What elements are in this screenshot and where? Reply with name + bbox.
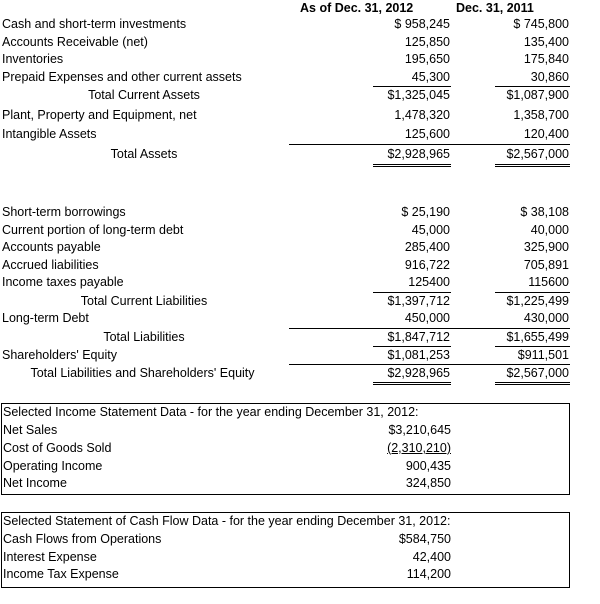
asset-row-ppe	[0, 107, 600, 124]
row-label: Total Assets	[110, 147, 178, 161]
double-rule	[495, 164, 570, 165]
cash-flow-row-operations	[0, 531, 600, 548]
liability-row-short-term-borrowings	[0, 204, 600, 221]
double-rule	[373, 166, 451, 167]
value-2011: 430,000	[523, 311, 569, 325]
row-value: 42,400	[412, 550, 451, 564]
double-rule	[373, 382, 451, 383]
asset-row-intangibles	[0, 126, 600, 143]
liability-row-current-portion-ltd	[0, 222, 600, 239]
value-2012: $1,325,045	[387, 88, 450, 102]
value-2012: $2,928,965	[387, 147, 450, 161]
liability-row-long-term-debt	[0, 310, 600, 327]
row-value: $3,210,645	[388, 423, 451, 437]
row-label: Intangible Assets	[2, 127, 97, 141]
value-2011: $ 745,800	[513, 17, 569, 31]
double-rule	[373, 164, 451, 165]
value-2012: 450,000	[404, 311, 450, 325]
cash-flow-row-income-tax	[0, 566, 600, 583]
value-2011: $1,087,900	[506, 88, 569, 102]
row-label: Current portion of long-term debt	[2, 223, 184, 237]
liability-row-accounts-payable	[0, 239, 600, 256]
income-statement-title: Selected Income Statement Data - for the year ending December 31, 2012:	[3, 405, 419, 419]
cash-flow-title-row	[0, 513, 600, 530]
value-2012: $2,928,965	[387, 366, 450, 380]
row-label: Accounts payable	[2, 240, 101, 254]
row-label: Cash Flows from Operations	[3, 532, 162, 546]
total-rule	[289, 144, 570, 145]
value-2011: 30,860	[530, 70, 569, 84]
value-2011: $2,567,000	[506, 147, 569, 161]
row-label: Net Sales	[3, 423, 58, 437]
double-rule	[495, 384, 570, 385]
asset-row-prepaid	[0, 69, 600, 86]
value-2011: 705,891	[523, 258, 569, 272]
income-row-net-income	[0, 475, 600, 492]
row-label: Net Income	[3, 476, 67, 490]
liability-row-total-liabilities	[0, 329, 600, 346]
row-label: Long-term Debt	[2, 311, 89, 325]
value-2012: 125400	[408, 275, 450, 289]
row-value: (2,310,210)	[387, 441, 451, 455]
asset-row-receivables	[0, 34, 600, 51]
row-label: Total Current Assets	[88, 88, 200, 102]
value-2012: $ 25,190	[401, 205, 450, 219]
liability-row-total-current	[0, 293, 600, 310]
income-statement-title-row	[0, 404, 600, 421]
income-row-cogs	[0, 440, 600, 457]
row-label: Total Current Liabilities	[80, 294, 208, 308]
value-2011: $ 38,108	[520, 205, 569, 219]
income-row-net-sales	[0, 422, 600, 439]
row-label: Shareholders' Equity	[2, 348, 117, 362]
asset-row-inventories	[0, 51, 600, 68]
row-label: Interest Expense	[3, 550, 97, 564]
row-label: Prepaid Expenses and other current assets	[2, 70, 242, 84]
column-header-2011: Dec. 31, 2011	[456, 1, 534, 15]
value-2012: $1,847,712	[387, 330, 450, 344]
value-2012: 285,400	[404, 240, 450, 254]
value-2011: $911,501	[517, 348, 569, 362]
row-total-liabilities-and-equity	[0, 365, 600, 382]
double-rule	[495, 166, 570, 167]
value-2011: 135,400	[523, 35, 569, 49]
value-2011: 115600	[528, 275, 569, 289]
value-2012: $1,397,712	[387, 294, 450, 308]
row-value: $584,750	[398, 532, 451, 546]
value-2011: $1,655,499	[506, 330, 569, 344]
row-label: Inventories	[2, 52, 64, 66]
row-value: 324,850	[405, 476, 451, 490]
row-label: Operating Income	[3, 459, 103, 473]
liability-row-accrued	[0, 257, 600, 274]
value-2011: 325,900	[523, 240, 569, 254]
value-2012: 125,600	[404, 127, 450, 141]
row-label: Accrued liabilities	[2, 258, 99, 272]
value-2011: 175,840	[523, 52, 569, 66]
double-rule	[495, 382, 570, 383]
row-label: Income taxes payable	[2, 275, 124, 289]
row-value: 114,200	[406, 567, 451, 581]
asset-row-cash	[0, 16, 600, 33]
value-2012: 125,850	[404, 35, 450, 49]
value-2012: 195,650	[404, 52, 450, 66]
value-2012: 45,300	[411, 70, 450, 84]
cash-flow-title: Selected Statement of Cash Flow Data - for the year ending December 31, 2012:	[3, 514, 451, 528]
row-label: Cash and short-term investments	[2, 17, 187, 31]
row-label: Cost of Goods Sold	[3, 441, 112, 455]
cash-flow-row-interest	[0, 549, 600, 566]
row-value: 900,435	[405, 459, 451, 473]
value-2011: $1,225,499	[506, 294, 569, 308]
double-rule	[373, 384, 451, 385]
row-label: Total Liabilities	[103, 330, 185, 344]
value-2012: $1,081,253	[387, 348, 450, 362]
row-label: Income Tax Expense	[3, 567, 119, 581]
equity-row-shareholders-equity	[0, 347, 600, 364]
value-2011: 1,358,700	[513, 108, 569, 122]
value-2011: 120,400	[523, 127, 569, 141]
value-2012: $ 958,245	[394, 17, 450, 31]
value-2011: $2,567,000	[506, 366, 569, 380]
value-2011: 40,000	[530, 223, 569, 237]
row-label: Plant, Property and Equipment, net	[2, 108, 197, 122]
value-2012: 45,000	[411, 223, 450, 237]
asset-row-total-assets	[0, 146, 600, 163]
row-label: Accounts Receivable (net)	[2, 35, 148, 49]
liability-row-income-taxes	[0, 274, 600, 291]
row-label: Total Liabilities and Shareholders' Equity	[30, 366, 255, 380]
value-2012: 916,722	[404, 258, 450, 272]
income-row-operating-income	[0, 458, 600, 475]
value-2012: 1,478,320	[394, 108, 450, 122]
row-label: Short-term borrowings	[2, 205, 126, 219]
asset-row-total-current	[0, 87, 600, 104]
column-header-2012: As of Dec. 31, 2012	[300, 1, 414, 15]
